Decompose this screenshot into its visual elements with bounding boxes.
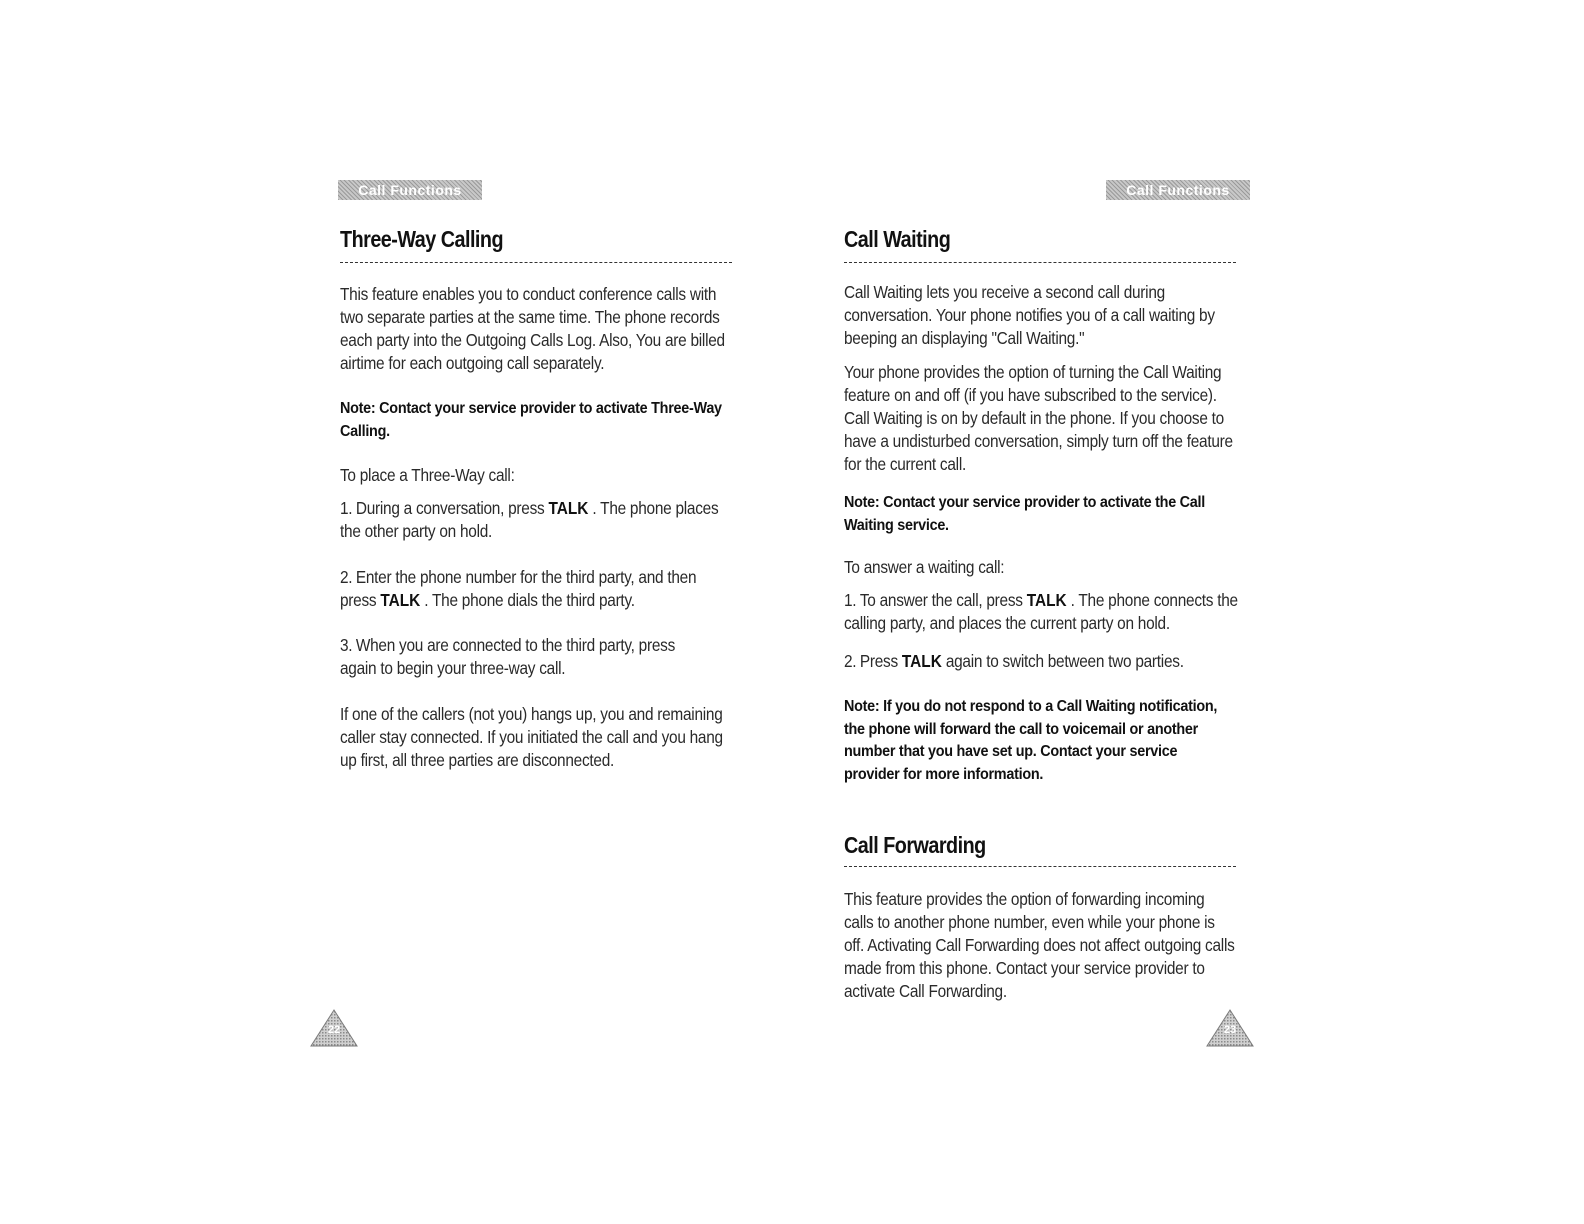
step-text-after: . The phone connects the calling party, and places the current party on hold. [844,590,1238,633]
step-text: When you are connected to the third party, press again to begin your three-way call. [340,635,676,678]
heading-rule-right [844,262,1236,263]
three-way-intro: This feature enables you to conduct conference calls with two separate parties at the same time. The phone records each party into the Outgoing Calls Log. Also, You are billed airtime for each outgoing call separately. [340,284,725,373]
talk-key-label: TALK [380,590,421,610]
three-way-step-1 [340,497,736,543]
note-text: Contact your service provider to activate Three-Way Calling. [340,400,722,440]
note-text: Contact your service provider to activate the Call Waiting service. [844,494,1205,534]
note-label: Note: [844,698,880,715]
talk-key-label: TALK [1026,590,1067,610]
call-waiting-step-1 [844,589,1240,635]
three-way-closing: If one of the callers (not you) hangs up, you and remaining caller stay connected. If you initiated the call and you hang up first, all three parties are disconnected. [340,704,723,770]
step-text-after: . The phone places the other party on hold. [340,498,719,541]
call-forwarding-heading: Call Forwarding [844,832,986,858]
call-waiting-para-1: Call Waiting lets you receive a second call during conversation. Your phone notifies you of a call waiting by beeping an displaying "Call Waiting." [844,282,1215,348]
page-marker-left [310,1008,358,1048]
call-waiting-instruction: To answer a waiting call: [844,557,1005,577]
call-waiting-heading: Call Waiting [844,226,951,252]
step-text-after: again to switch between two parties. [941,651,1184,671]
three-way-step-3 [340,634,710,680]
page-number-left: 22 [327,1024,341,1036]
step-text: Press [859,651,902,671]
section-tab-right: Call Functions [1106,180,1250,200]
note-label: Note: [844,494,880,511]
three-way-step-2 [340,566,736,612]
step-text: Enter the phone number for the third party, and then press [340,567,697,610]
note-text: If you do not respond to a Call Waiting notification, the phone will forward the call to voicemail or another number that you have set up. Contact your service provider for more information. [844,698,1218,783]
page-marker-right [1206,1008,1254,1048]
call-waiting-para-2: Your phone provides the option of turning the Call Waiting feature on and off (if you have subscribed to the service). Call Waiting is on by default in the phone. If you choose to have a undisturbed conversation, simply turn off the feature for the current call. [844,362,1233,474]
three-way-calling-heading: Three-Way Calling [340,226,504,252]
step-number: 2. [844,651,857,671]
three-way-instruction: To place a Three-Way call: [340,465,515,485]
step-text-after: . The phone dials the third party. [420,590,635,610]
heading-rule-right-2 [844,866,1236,867]
page-number-right: 23 [1223,1024,1237,1036]
step-number: 3. [340,635,353,655]
call-waiting-note-1 [844,492,1233,537]
heading-rule-left [340,262,732,263]
step-number: 2. [340,567,353,587]
three-way-note [340,398,729,443]
step-number: 1. [340,498,353,518]
call-waiting-step-2 [844,650,1240,673]
call-waiting-note-2 [844,696,1236,786]
note-label: Note: [340,400,376,417]
talk-key-label: TALK [548,498,589,518]
talk-key-label: TALK [901,651,942,671]
step-text: During a conversation, press [355,498,549,518]
step-number: 1. [844,590,857,610]
call-forwarding-para: This feature provides the option of forwarding incoming calls to another phone number, even while your phone is off. Activating Call Forwarding does not affect outgoing calls made from this phone. Contact your service provider to activate Call Forwarding. [844,889,1235,1001]
section-tab-left: Call Functions [338,180,482,200]
step-text: To answer the call, press [859,590,1027,610]
